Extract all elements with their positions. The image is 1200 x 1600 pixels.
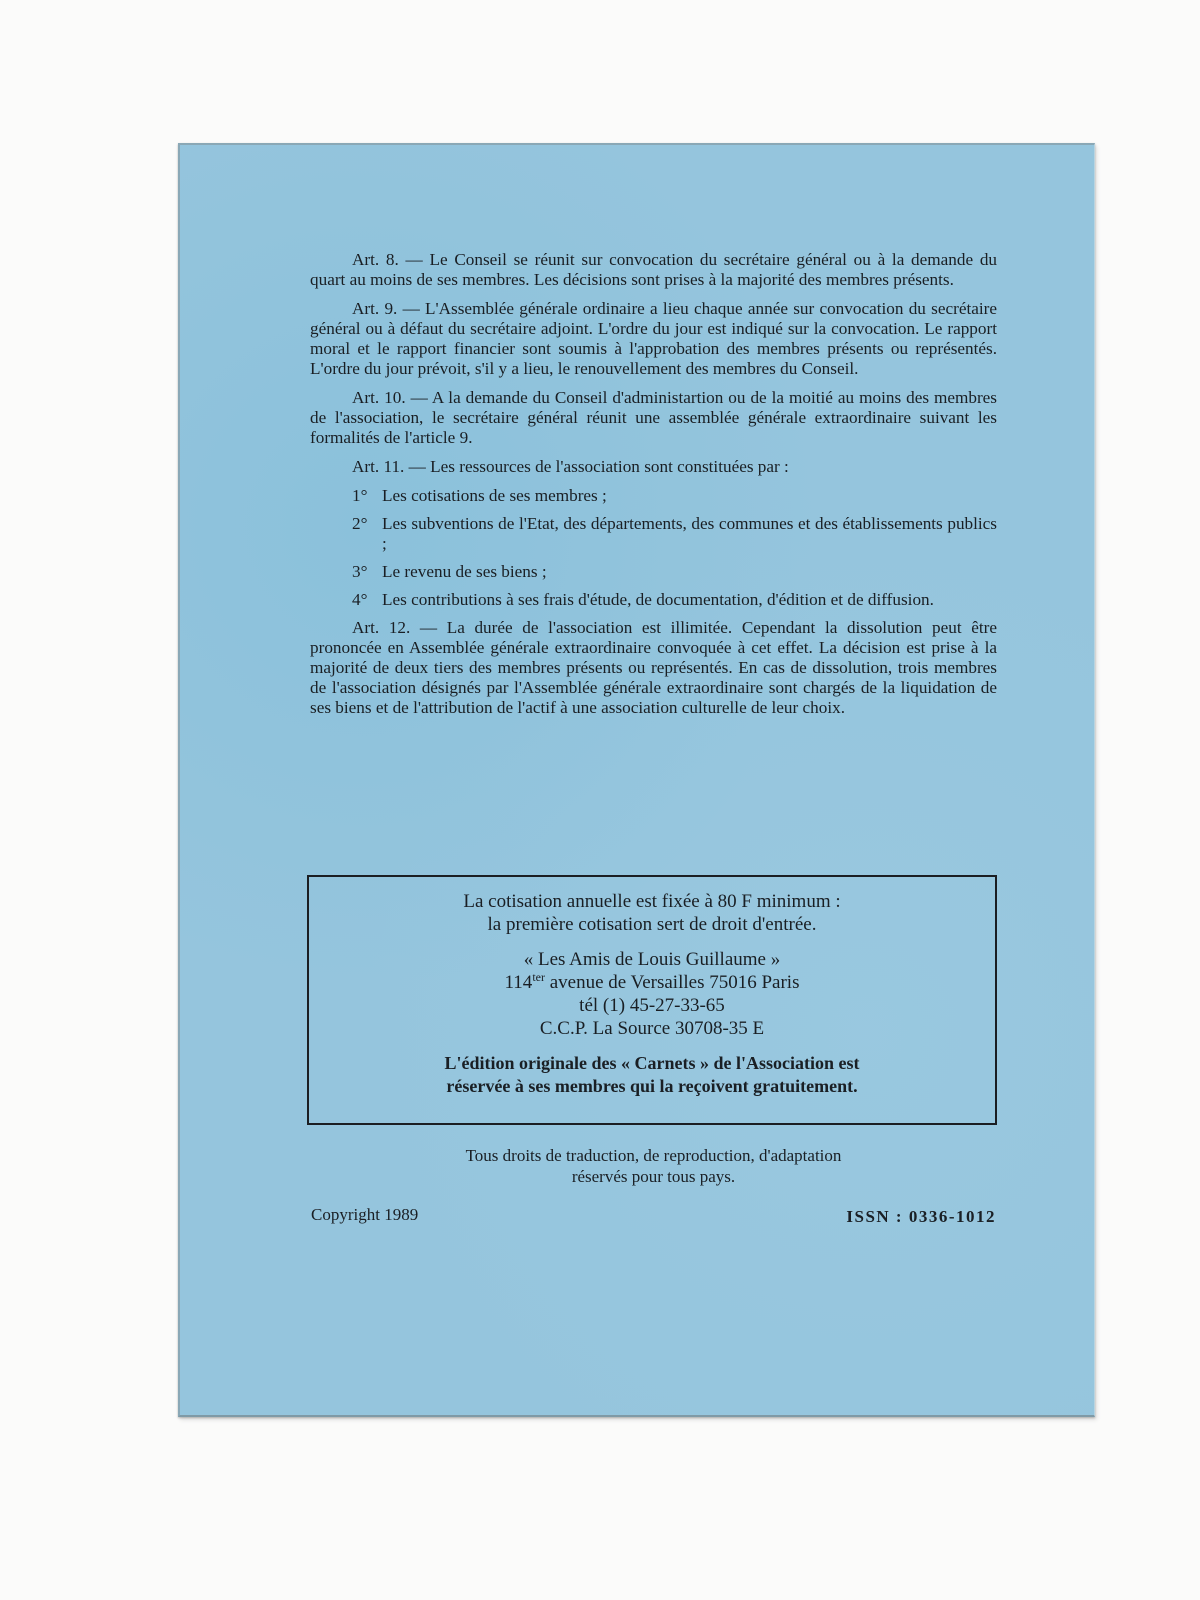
statutes-text [310, 250, 997, 727]
membership-info-box [307, 875, 997, 1125]
edition-line: réservée à ses membres qui la reçoivent gratuitement. [446, 1076, 858, 1096]
resource-item [352, 514, 997, 554]
resource-number: 4° [352, 590, 368, 609]
article-label: Art. 8. — [352, 250, 423, 269]
article-9 [310, 299, 997, 379]
article-8 [310, 250, 997, 290]
article-text: L'Assemblée générale ordinaire a lieu chaque année sur convocation du secrétaire général ou à défaut du secrétaire adjoint. L'ordre du jour est indiqué sur la convocation. Le rapport moral et le rapport financier sont soumis à l'approbation des membres présents ou représentés. L'ordre du jour prévoit, s'il y a lieu, le renouvellement des membres du Conseil. [310, 299, 997, 378]
article-text: Les ressources de l'association sont constituées par : [425, 457, 789, 476]
resource-item [352, 486, 997, 506]
article-10 [310, 388, 997, 448]
cotisation-line: La cotisation annuelle est fixée à 80 F minimum : [463, 891, 841, 912]
ccp-account: C.C.P. La Source 30708-35 E [539, 1018, 765, 1039]
rights-line: Tous droits de traduction, de reproduction, d'adaptation [465, 1146, 842, 1165]
article-label: Art. 10. — [352, 388, 428, 407]
issn: ISSN : 0336-1012 [846, 1207, 996, 1226]
edition-line: L'édition originale des « Carnets » de l'Association est [444, 1053, 860, 1073]
rights-line: réservés pour tous pays. [571, 1167, 736, 1186]
cotisation-line: la première cotisation sert de droit d'entrée. [487, 914, 817, 935]
edition-notice [309, 1052, 995, 1098]
address-street: avenue de Versailles 75016 Paris [544, 972, 800, 993]
resource-item [352, 590, 997, 610]
article-label: Art. 9. — [352, 299, 420, 318]
address [309, 971, 995, 994]
article-text: A la demande du Conseil d'administartion ou de la moitié au moins des membres de l'association, le secrétaire général réunit une assemblée générale extraordinaire suivant les formalités de l'article 9. [310, 388, 997, 447]
association-name: « Les Amis de Louis Guillaume » [523, 949, 781, 970]
resource-item [352, 562, 997, 582]
article-label: Art. 11. — [352, 457, 426, 476]
address-suffix: ter [532, 970, 545, 984]
article-11 [310, 457, 997, 477]
resource-number: 3° [352, 562, 368, 581]
resource-number: 2° [352, 514, 368, 533]
phone: tél (1) 45-27-33-65 [579, 995, 725, 1016]
cotisation-info [309, 890, 995, 936]
article-text: La durée de l'association est illimitée. Cependant la dissolution peut être prononcée en Assemblée générale extraordinaire convoquée à cet effet. La décision est prise à la majorité de deux tiers des membres présents ou représentés. En cas de dissolution, trois membres de l'association désignés par l'Assemblée générale extraordinaire sont chargés de la liquidation de ses biens et de l'attribution de l'actif à une association culturelle de leur choix. [310, 618, 997, 717]
article-12 [310, 618, 997, 718]
book-back-cover [178, 143, 1095, 1417]
resource-text: Les contributions à ses frais d'étude, de documentation, d'édition et de diffusion. [382, 590, 934, 609]
address-number: 114 [504, 972, 533, 993]
rights-notice [310, 1145, 997, 1187]
copyright: Copyright 1989 [311, 1205, 419, 1224]
association-contact [309, 948, 995, 1040]
resource-text: Les cotisations de ses membres ; [382, 486, 607, 505]
article-text: Le Conseil se réunit sur convocation du secrétaire général ou à la demande du quart au moins de ses membres. Les décisions sont prises à la majorité des membres présents. [310, 250, 998, 289]
resource-text: Les subventions de l'Etat, des départements, des communes et des établissements publics ; [382, 514, 997, 553]
resource-number: 1° [352, 486, 368, 505]
article-label: Art. 12. — [352, 618, 438, 637]
resource-text: Le revenu de ses biens ; [382, 562, 547, 581]
